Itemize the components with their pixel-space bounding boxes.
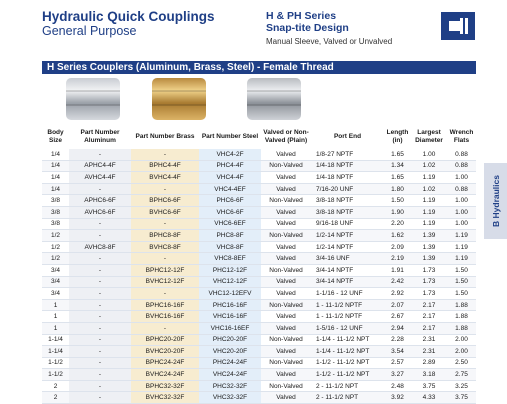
table-row xyxy=(42,183,476,195)
aluminum-part-cell: - xyxy=(69,299,131,311)
col-body-size: Body Size xyxy=(47,129,64,144)
length-cell: 1.90 xyxy=(384,206,411,218)
body-size-cell: 3/4 xyxy=(42,276,69,288)
length-cell: 2.07 xyxy=(384,299,411,311)
aluminum-part-cell: - xyxy=(69,288,131,300)
aluminum-coupler-image xyxy=(66,78,120,120)
brass-part-cell: BVHC32-32F xyxy=(131,392,199,404)
diameter-cell: 1.02 xyxy=(411,183,447,195)
port-end-cell: 1 - 11-1/2 NPTF xyxy=(311,311,384,323)
length-cell: 2.09 xyxy=(384,241,411,253)
brass-part-cell: BPHC6-6F xyxy=(131,195,199,207)
aluminum-part-cell: - xyxy=(69,322,131,334)
port-end-cell: 3/4-16 UNF xyxy=(311,253,384,265)
section-banner: H Series Couplers (Aluminum, Brass, Steel) - Female Thread xyxy=(42,61,476,74)
wrench-cell: 1.00 xyxy=(447,195,476,207)
port-end-cell: 1 - 11-1/2 NPTF xyxy=(311,299,384,311)
table-row xyxy=(42,149,476,160)
aluminum-part-cell: - xyxy=(69,369,131,381)
brass-part-cell: BVHC16-16F xyxy=(131,311,199,323)
valved-cell: Non-Valved xyxy=(261,357,311,369)
steel-part-cell: PHC32-32F xyxy=(199,380,261,392)
col-valved: Valved or Non-Valved (Plain) xyxy=(263,129,309,144)
table-row xyxy=(42,160,476,172)
body-size-cell: 3/8 xyxy=(42,206,69,218)
brass-part-cell: BPHC12-12F xyxy=(131,264,199,276)
length-cell: 1.65 xyxy=(384,172,411,184)
diameter-cell: 2.31 xyxy=(411,334,447,346)
diameter-cell: 1.19 xyxy=(411,195,447,207)
col-brass: Part Number Brass xyxy=(135,132,195,140)
wrench-cell: 1.19 xyxy=(447,253,476,265)
couplers-table xyxy=(42,124,476,404)
steel-part-cell: VHC8-8F xyxy=(199,241,261,253)
brass-part-cell: BVHC6-6F xyxy=(131,206,199,218)
aluminum-part-cell: APHC4-4F xyxy=(69,160,131,172)
brass-part-cell: BPHC4-4F xyxy=(131,160,199,172)
valved-cell: Non-Valved xyxy=(261,380,311,392)
valved-cell: Valved xyxy=(261,369,311,381)
port-end-cell: 1/8-27 NPTF xyxy=(311,149,384,160)
brass-part-cell: - xyxy=(131,288,199,300)
port-end-cell: 2 - 11-1/2 NPT xyxy=(311,380,384,392)
wrench-cell: 3.25 xyxy=(447,380,476,392)
diameter-cell: 1.39 xyxy=(411,253,447,265)
brass-part-cell: BVHC4-4F xyxy=(131,172,199,184)
table-row xyxy=(42,346,476,358)
aluminum-part-cell: - xyxy=(69,253,131,265)
wrench-cell: 1.19 xyxy=(447,230,476,242)
brass-part-cell: BVHC12-12F xyxy=(131,276,199,288)
port-end-cell: 7/16-20 UNF xyxy=(311,183,384,195)
steel-part-cell: VHC4-4EF xyxy=(199,183,261,195)
port-end-cell: 1/2-14 NPTF xyxy=(311,241,384,253)
brass-part-cell: - xyxy=(131,322,199,334)
wrench-cell: 1.00 xyxy=(447,206,476,218)
table-row xyxy=(42,230,476,242)
diameter-cell: 2.17 xyxy=(411,311,447,323)
brass-part-cell: - xyxy=(131,253,199,265)
header-mid xyxy=(266,10,392,48)
length-cell: 2.48 xyxy=(384,380,411,392)
side-tab-hydraulics[interactable] xyxy=(484,163,507,239)
table-row xyxy=(42,241,476,253)
side-tab-label: B Hydraulics xyxy=(490,175,501,227)
length-cell: 1.50 xyxy=(384,195,411,207)
coupler-section xyxy=(42,61,476,404)
body-size-cell: 2 xyxy=(42,392,69,404)
steel-part-cell: VHC32-32F xyxy=(199,392,261,404)
length-cell: 1.65 xyxy=(384,149,411,160)
body-size-cell: 3/8 xyxy=(42,195,69,207)
wrench-cell: 2.00 xyxy=(447,346,476,358)
valved-cell: Non-Valved xyxy=(261,230,311,242)
table-row xyxy=(42,299,476,311)
port-end-cell: 3/4-14 NPTF xyxy=(311,276,384,288)
brass-part-cell: BPHC16-16F xyxy=(131,299,199,311)
body-size-cell: 3/4 xyxy=(42,264,69,276)
valved-cell: Valved xyxy=(261,276,311,288)
length-cell: 2.28 xyxy=(384,334,411,346)
port-end-cell: 1/4-18 NPTF xyxy=(311,172,384,184)
col-wrench: Wrench Flats xyxy=(449,129,474,144)
wrench-cell: 1.50 xyxy=(447,264,476,276)
wrench-cell: 1.19 xyxy=(447,241,476,253)
body-size-cell: 1/4 xyxy=(42,172,69,184)
valved-cell: Valved xyxy=(261,206,311,218)
length-cell: 1.80 xyxy=(384,183,411,195)
body-size-cell: 1/4 xyxy=(42,183,69,195)
diameter-cell: 2.89 xyxy=(411,357,447,369)
aluminum-part-cell: - xyxy=(69,334,131,346)
body-size-cell: 3/4 xyxy=(42,288,69,300)
body-size-cell: 3/8 xyxy=(42,218,69,230)
wrench-cell: 1.88 xyxy=(447,299,476,311)
steel-part-cell: VHC6-6EF xyxy=(199,218,261,230)
table-row xyxy=(42,195,476,207)
aluminum-part-cell: - xyxy=(69,380,131,392)
table-row xyxy=(42,276,476,288)
steel-part-cell: PHC20-20F xyxy=(199,334,261,346)
table-row xyxy=(42,322,476,334)
steel-part-cell: VHC16-16F xyxy=(199,311,261,323)
valved-cell: Valved xyxy=(261,241,311,253)
steel-part-cell: PHC8-8F xyxy=(199,230,261,242)
valved-cell: Non-Valved xyxy=(261,160,311,172)
table-row xyxy=(42,369,476,381)
col-steel: Part Number Steel xyxy=(201,132,259,140)
table-row xyxy=(42,218,476,230)
brass-part-cell: BPHC24-24F xyxy=(131,357,199,369)
steel-part-cell: PHC16-16F xyxy=(199,299,261,311)
port-end-cell: 2 - 11-1/2 NPT xyxy=(311,392,384,404)
aluminum-part-cell: - xyxy=(69,230,131,242)
body-size-cell: 1 xyxy=(42,311,69,323)
diameter-cell: 1.19 xyxy=(411,206,447,218)
valved-cell: Valved xyxy=(261,288,311,300)
valved-cell: Valved xyxy=(261,253,311,265)
length-cell: 1.62 xyxy=(384,230,411,242)
length-cell: 3.54 xyxy=(384,346,411,358)
port-end-cell: 1-1/4 - 11-1/2 NPT xyxy=(311,334,384,346)
diameter-cell: 1.00 xyxy=(411,149,447,160)
wrench-cell: 0.88 xyxy=(447,149,476,160)
length-cell: 2.92 xyxy=(384,288,411,300)
valved-cell: Non-Valved xyxy=(261,299,311,311)
aluminum-part-cell: - xyxy=(69,311,131,323)
brass-coupler-image xyxy=(152,78,206,120)
valved-cell: Valved xyxy=(261,218,311,230)
steel-part-cell: VHC4-4F xyxy=(199,172,261,184)
aluminum-part-cell: - xyxy=(69,357,131,369)
brass-part-cell: - xyxy=(131,218,199,230)
brass-part-cell: BVHC20-20F xyxy=(131,346,199,358)
brass-part-cell: - xyxy=(131,183,199,195)
steel-part-cell: VHC8-8EF xyxy=(199,253,261,265)
wrench-cell: 1.50 xyxy=(447,288,476,300)
wrench-cell: 1.50 xyxy=(447,276,476,288)
table-header xyxy=(42,124,476,149)
length-cell: 2.19 xyxy=(384,253,411,265)
steel-part-cell: VHC16-16EF xyxy=(199,322,261,334)
diameter-cell: 1.02 xyxy=(411,160,447,172)
port-end-cell: 1-1/2 - 11-1/2 NPT xyxy=(311,369,384,381)
wrench-cell: 2.75 xyxy=(447,369,476,381)
brass-part-cell: BVHC8-8F xyxy=(131,241,199,253)
page-subtitle: General Purpose xyxy=(42,24,137,38)
table-row xyxy=(42,334,476,346)
port-end-cell: 1/2-14 NPTF xyxy=(311,230,384,242)
length-cell: 2.67 xyxy=(384,311,411,323)
port-end-cell: 1-1/4 - 11-1/2 NPT xyxy=(311,346,384,358)
body-size-cell: 1 xyxy=(42,299,69,311)
table-row xyxy=(42,311,476,323)
diameter-cell: 3.75 xyxy=(411,380,447,392)
steel-part-cell: VHC20-20F xyxy=(199,346,261,358)
coupler-logo-icon xyxy=(441,12,475,40)
body-size-cell: 1/2 xyxy=(42,230,69,242)
wrench-cell: 1.88 xyxy=(447,311,476,323)
steel-part-cell: VHC4-2F xyxy=(199,149,261,160)
steel-part-cell: PHC4-4F xyxy=(199,160,261,172)
port-end-cell: 3/8-18 NPTF xyxy=(311,206,384,218)
valved-cell: Valved xyxy=(261,172,311,184)
aluminum-part-cell: - xyxy=(69,346,131,358)
length-cell: 1.91 xyxy=(384,264,411,276)
brass-part-cell: BPHC20-20F xyxy=(131,334,199,346)
brass-part-cell: BPHC8-8F xyxy=(131,230,199,242)
table-row xyxy=(42,380,476,392)
aluminum-part-cell: - xyxy=(69,218,131,230)
body-size-cell: 1-1/2 xyxy=(42,369,69,381)
body-size-cell: 1-1/4 xyxy=(42,334,69,346)
body-size-cell: 1-1/4 xyxy=(42,346,69,358)
steel-part-cell: PHC24-24F xyxy=(199,357,261,369)
valved-cell: Non-Valved xyxy=(261,334,311,346)
description: Manual Sleeve, Valved or Unvalved xyxy=(266,37,393,46)
port-end-cell: 3/4-14 NPTF xyxy=(311,264,384,276)
port-end-cell: 9/16-18 UNF xyxy=(311,218,384,230)
aluminum-part-cell: - xyxy=(69,392,131,404)
header-left xyxy=(42,9,215,39)
port-end-cell: 1-1/16 - 12 UNF xyxy=(311,288,384,300)
diameter-cell: 1.19 xyxy=(411,218,447,230)
series-title: H & PH Series xyxy=(266,10,337,22)
length-cell: 3.27 xyxy=(384,369,411,381)
wrench-cell: 0.88 xyxy=(447,160,476,172)
body-size-cell: 1/2 xyxy=(42,241,69,253)
table-row xyxy=(42,264,476,276)
steel-part-cell: VHC24-24F xyxy=(199,369,261,381)
length-cell: 2.42 xyxy=(384,276,411,288)
wrench-cell: 1.00 xyxy=(447,218,476,230)
port-end-cell: 1-5/16 - 12 UNF xyxy=(311,322,384,334)
aluminum-part-cell: AVHC6-6F xyxy=(69,206,131,218)
diameter-cell: 4.33 xyxy=(411,392,447,404)
diameter-cell: 1.73 xyxy=(411,264,447,276)
length-cell: 3.92 xyxy=(384,392,411,404)
body-size-cell: 2 xyxy=(42,380,69,392)
aluminum-part-cell: - xyxy=(69,149,131,160)
diameter-cell: 2.31 xyxy=(411,346,447,358)
steel-part-cell: PHC6-6F xyxy=(199,195,261,207)
diameter-cell: 3.18 xyxy=(411,369,447,381)
diameter-cell: 1.73 xyxy=(411,276,447,288)
body-size-cell: 1-1/2 xyxy=(42,357,69,369)
diameter-cell: 1.73 xyxy=(411,288,447,300)
aluminum-part-cell: AVHC4-4F xyxy=(69,172,131,184)
steel-coupler-image xyxy=(247,78,301,120)
wrench-cell: 1.00 xyxy=(447,172,476,184)
table-row xyxy=(42,288,476,300)
aluminum-part-cell: - xyxy=(69,183,131,195)
valved-cell: Non-Valved xyxy=(261,195,311,207)
wrench-cell: 1.88 xyxy=(447,322,476,334)
wrench-cell: 3.75 xyxy=(447,392,476,404)
design-title: Snap-tite Design xyxy=(266,22,349,34)
wrench-cell: 0.88 xyxy=(447,183,476,195)
length-cell: 1.34 xyxy=(384,160,411,172)
steel-part-cell: VHC12-12EFV xyxy=(199,288,261,300)
aluminum-part-cell: APHC6-6F xyxy=(69,195,131,207)
diameter-cell: 1.39 xyxy=(411,241,447,253)
length-cell: 2.20 xyxy=(384,218,411,230)
aluminum-part-cell: AVHC8-8F xyxy=(69,241,131,253)
length-cell: 2.57 xyxy=(384,357,411,369)
col-aluminum: Part Number Aluminum xyxy=(80,129,120,144)
brass-part-cell: - xyxy=(131,149,199,160)
body-size-cell: 1/2 xyxy=(42,253,69,265)
diameter-cell: 2.17 xyxy=(411,299,447,311)
port-end-cell: 1/4-18 NPTF xyxy=(311,160,384,172)
port-end-cell: 3/8-18 NPTF xyxy=(311,195,384,207)
valved-cell: Non-Valved xyxy=(261,264,311,276)
body-size-cell: 1/4 xyxy=(42,149,69,160)
col-length: Length (in) xyxy=(386,129,409,144)
table-row xyxy=(42,392,476,404)
diameter-cell: 1.39 xyxy=(411,230,447,242)
product-photos xyxy=(42,74,476,124)
table-row xyxy=(42,206,476,218)
steel-part-cell: PHC12-12F xyxy=(199,264,261,276)
brass-part-cell: BPHC32-32F xyxy=(131,380,199,392)
valved-cell: Valved xyxy=(261,392,311,404)
wrench-cell: 2.50 xyxy=(447,357,476,369)
col-port-end: Port End xyxy=(333,132,362,140)
diameter-cell: 2.17 xyxy=(411,322,447,334)
body-size-cell: 1 xyxy=(42,322,69,334)
valved-cell: Valved xyxy=(261,311,311,323)
aluminum-part-cell: - xyxy=(69,276,131,288)
body-size-cell: 1/4 xyxy=(42,160,69,172)
table-row xyxy=(42,357,476,369)
valved-cell: Valved xyxy=(261,183,311,195)
page-title: Hydraulic Quick Couplings xyxy=(42,9,215,24)
brass-part-cell: BVHC24-24F xyxy=(131,369,199,381)
steel-part-cell: VHC12-12F xyxy=(199,276,261,288)
valved-cell: Valved xyxy=(261,346,311,358)
table-row xyxy=(42,253,476,265)
table-row xyxy=(42,172,476,184)
valved-cell: Valved xyxy=(261,322,311,334)
steel-part-cell: VHC6-6F xyxy=(199,206,261,218)
valved-cell: Valved xyxy=(261,149,311,160)
col-diameter: Largest Diameter xyxy=(415,129,443,144)
aluminum-part-cell: - xyxy=(69,264,131,276)
port-end-cell: 1-1/2 - 11-1/2 NPT xyxy=(311,357,384,369)
length-cell: 2.94 xyxy=(384,322,411,334)
wrench-cell: 2.00 xyxy=(447,334,476,346)
diameter-cell: 1.19 xyxy=(411,172,447,184)
